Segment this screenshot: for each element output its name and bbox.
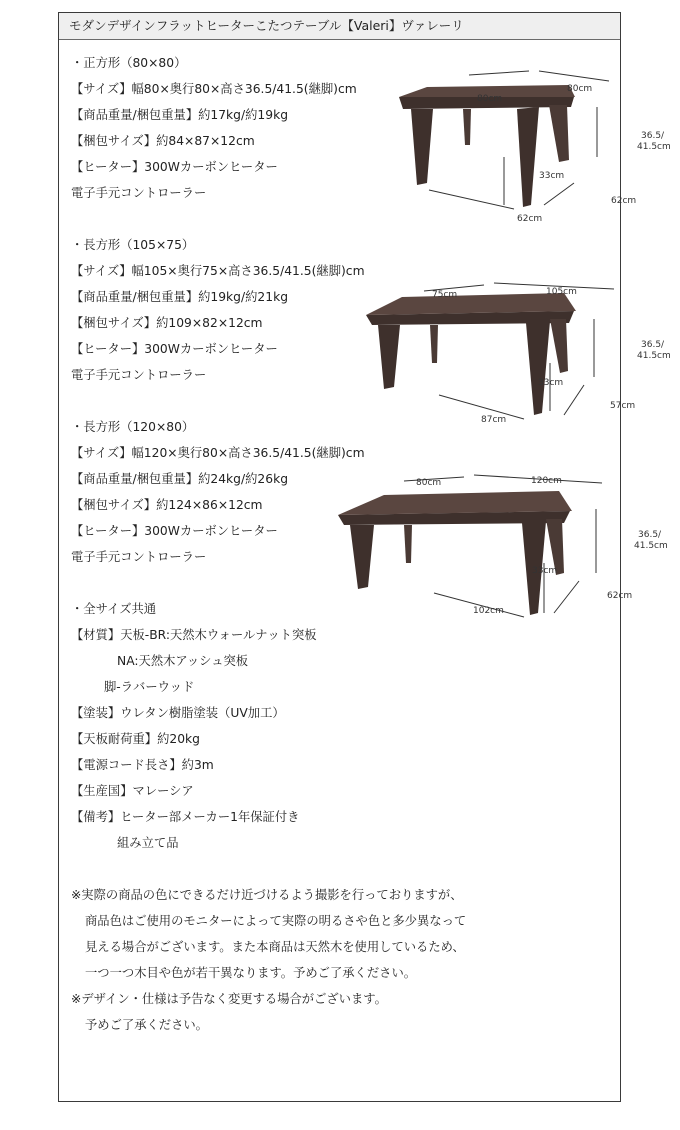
table-diagram-square [389,65,671,229]
spec-controller: 電子手元コントローラー [71,186,207,200]
dim-leg-depth: 62cm [611,196,637,206]
spec-controller: 電子手元コントローラー [71,368,207,382]
note-line: ※デザイン・仕様は予告なく変更する場合がございます。 [71,992,387,1006]
dim-height-2: 41.5cm [634,541,668,551]
dim-depth: 75cm [432,290,458,300]
page-title: モダンデザインフラットヒーターこたつテーブル【Valeri】ヴァレーリ [59,13,620,40]
spec-origin: 【生産国】マレーシア [71,784,194,798]
note-line: 商品色はご使用のモニターによって実際の明るさや色と多少異なって [85,914,467,928]
spec-remarks-assembly: 組み立て品 [117,836,179,850]
dim-inner-height: 33cm [539,171,565,181]
table-diagram-rect-120 [334,453,668,617]
section-heading: ・正方形（80×80） [71,56,187,70]
dim-inner-height: 33cm [538,378,564,388]
spec-heater: 【ヒーター】300Wカーボンヒーター [71,524,278,538]
dim-height: 36.5/ [641,340,665,350]
section-heading: ・全サイズ共通 [71,602,157,616]
dim-width: 80cm [567,84,593,94]
dim-width: 105cm [546,287,577,297]
dim-height-2: 41.5cm [637,351,671,361]
dim-depth: 80cm [416,478,442,488]
spec-heater: 【ヒーター】300Wカーボンヒーター [71,160,278,174]
spec-heater: 【ヒーター】300Wカーボンヒーター [71,342,278,356]
spec-material-leg: 脚-ラバーウッド [104,680,195,694]
note-line: 見える場合がございます。また本商品は天然木を使用しているため、 [85,940,465,954]
spec-package: 【梱包サイズ】約124×86×12cm [71,498,263,512]
dim-leg-depth: 62cm [607,591,633,601]
spec-coating: 【塗装】ウレタン樹脂塗装（UV加工） [71,706,285,720]
dim-leg-width: 102cm [473,606,504,616]
table-diagram-rect-105 [364,267,671,431]
spec-load: 【天板耐荷重】約20kg [71,732,200,746]
spec-material-na: NA:天然木アッシュ突板 [117,654,249,668]
spec-size: 【サイズ】幅80×奥行80×高さ36.5/41.5(継脚)cm [71,82,357,96]
section-heading: ・長方形（120×80） [71,420,195,434]
dim-height-2: 41.5cm [637,142,671,152]
spec-weight: 【商品重量/梱包重量】約19kg/約21kg [71,290,288,304]
dim-width: 120cm [531,476,562,486]
note-line: 一つ一つ木目や色が若干異なります。予めご了承ください。 [85,966,417,980]
spec-frame [58,12,671,1102]
section-heading: ・長方形（105×75） [71,238,195,252]
dim-height: 36.5/ [641,131,665,141]
spec-remarks: 【備考】ヒーター部メーカー1年保証付き [71,810,300,824]
dim-leg-width: 87cm [481,415,507,425]
spec-controller: 電子手元コントローラー [71,550,207,564]
spec-weight: 【商品重量/梱包重量】約17kg/約19kg [71,108,288,122]
note-line: 予めご了承ください。 [85,1018,208,1032]
spec-package: 【梱包サイズ】約109×82×12cm [71,316,263,330]
dim-depth: 80cm [477,94,503,104]
dim-leg-width: 62cm [517,214,543,224]
spec-weight: 【商品重量/梱包重量】約24kg/約26kg [71,472,288,486]
spec-cord: 【電源コード長さ】約3m [71,758,214,772]
spec-size: 【サイズ】幅120×奥行80×高さ36.5/41.5(継脚)cm [71,446,365,460]
spec-size: 【サイズ】幅105×奥行75×高さ36.5/41.5(継脚)cm [71,264,365,278]
spec-package: 【梱包サイズ】約84×87×12cm [71,134,255,148]
spec-material: 【材質】天板-BR:天然木ウォールナット突板 [71,628,317,642]
dim-height: 36.5/ [638,530,662,540]
note-line: ※実際の商品の色にできるだけ近づけるよう撮影を行っておりますが、 [71,888,463,902]
dim-inner-height: 33cm [532,566,558,576]
dim-leg-depth: 57cm [610,401,636,411]
